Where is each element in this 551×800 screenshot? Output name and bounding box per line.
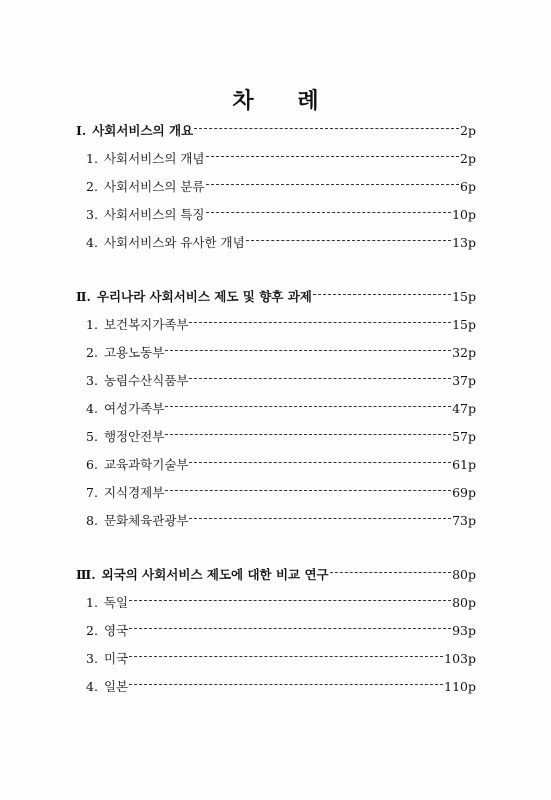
item-page: 103p (444, 651, 476, 666)
item-page: 69p (452, 485, 476, 500)
section-title: 사회서비스의 개요 (92, 123, 194, 138)
item-page: 80p (452, 595, 476, 610)
item-number: 8. (86, 513, 98, 528)
toc-item-3-3[interactable] (86, 650, 476, 668)
item-number: 2. (86, 345, 98, 360)
item-page: 93p (452, 623, 476, 638)
section-title: 우리나라 사회서비스 제도 및 향후 과제 (96, 289, 312, 304)
item-number: 5. (86, 429, 98, 444)
section-title: 외국의 사회서비스 제도에 대한 비교 연구 (101, 567, 329, 582)
section-number: Ⅲ. (76, 567, 96, 582)
toc-item-2-2[interactable] (86, 344, 476, 362)
toc-section-1[interactable] (76, 122, 476, 140)
item-title: 사회서비스와 유사한 개념 (103, 235, 245, 250)
item-page: 37p (452, 373, 476, 388)
item-page: 61p (452, 457, 476, 472)
toc-item-2-3[interactable] (86, 372, 476, 390)
item-title: 고용노동부 (103, 345, 165, 360)
dot-leader (330, 572, 451, 573)
toc-item-3-2[interactable] (86, 622, 476, 640)
item-number: 4. (86, 235, 98, 250)
item-title: 사회서비스의 개념 (103, 151, 205, 166)
toc-item-2-8[interactable] (86, 512, 476, 530)
item-page: 47p (452, 401, 476, 416)
dot-leader (194, 128, 459, 129)
item-number: 4. (86, 679, 98, 694)
dot-leader (189, 322, 451, 323)
dot-leader (189, 378, 451, 379)
item-page: 2p (460, 151, 476, 166)
toc-item-2-4[interactable] (86, 400, 476, 418)
dot-leader (129, 628, 451, 629)
item-title: 농림수산식품부 (103, 373, 189, 388)
toc-item-2-1[interactable] (86, 316, 476, 334)
dot-leader (165, 490, 451, 491)
item-page: 57p (452, 429, 476, 444)
item-number: 3. (86, 651, 98, 666)
item-title: 일본 (103, 679, 129, 694)
toc-item-2-5[interactable] (86, 428, 476, 446)
toc-item-2-6[interactable] (86, 456, 476, 474)
item-title: 보건복지가족부 (103, 317, 189, 332)
item-page: 10p (452, 207, 476, 222)
item-number: 2. (86, 623, 98, 638)
dot-leader (189, 518, 451, 519)
dot-leader (129, 600, 451, 601)
toc-item-1-1[interactable] (86, 150, 476, 168)
item-page: 13p (452, 235, 476, 250)
item-page: 73p (452, 513, 476, 528)
dot-leader (246, 240, 451, 241)
toc-item-1-4[interactable] (86, 234, 476, 252)
toc-section-2[interactable] (76, 288, 476, 306)
dot-leader (165, 350, 451, 351)
item-number: 6. (86, 457, 98, 472)
item-title: 미국 (103, 651, 129, 666)
dot-leader (206, 212, 452, 213)
page-title: 차 례 (232, 88, 337, 114)
toc-section-3[interactable] (76, 566, 476, 584)
item-title: 교육과학기술부 (103, 457, 189, 472)
item-title: 영국 (103, 623, 129, 638)
item-number: 1. (86, 151, 98, 166)
section-page: 2p (460, 123, 476, 138)
dot-leader (206, 156, 460, 157)
toc-item-1-3[interactable] (86, 206, 476, 224)
dot-leader (129, 684, 443, 685)
toc-item-1-2[interactable] (86, 178, 476, 196)
item-title: 여성가족부 (103, 401, 165, 416)
item-number: 2. (86, 179, 98, 194)
item-number: 1. (86, 595, 98, 610)
dot-leader (129, 656, 443, 657)
section-page: 15p (452, 289, 476, 304)
item-title: 행정안전부 (103, 429, 165, 444)
dot-leader (165, 406, 451, 407)
toc-item-3-4[interactable] (86, 678, 476, 696)
item-number: 7. (86, 485, 98, 500)
item-title: 지식경제부 (103, 485, 165, 500)
dot-leader (206, 184, 460, 185)
toc-item-3-1[interactable] (86, 594, 476, 612)
item-page: 110p (444, 679, 476, 694)
item-page: 15p (452, 317, 476, 332)
section-number: Ⅱ. (76, 289, 91, 304)
item-number: 1. (86, 317, 98, 332)
item-page: 6p (460, 179, 476, 194)
item-title: 문화체육관광부 (103, 513, 189, 528)
item-number: 3. (86, 207, 98, 222)
section-page: 80p (452, 567, 476, 582)
toc-item-2-7[interactable] (86, 484, 476, 502)
dot-leader (313, 294, 451, 295)
item-page: 32p (452, 345, 476, 360)
dot-leader (189, 462, 451, 463)
dot-leader (165, 434, 451, 435)
item-title: 사회서비스의 분류 (103, 179, 205, 194)
item-title: 독일 (103, 595, 129, 610)
item-title: 사회서비스의 특징 (103, 207, 205, 222)
item-number: 3. (86, 373, 98, 388)
item-number: 4. (86, 401, 98, 416)
section-number: Ⅰ. (76, 123, 87, 138)
